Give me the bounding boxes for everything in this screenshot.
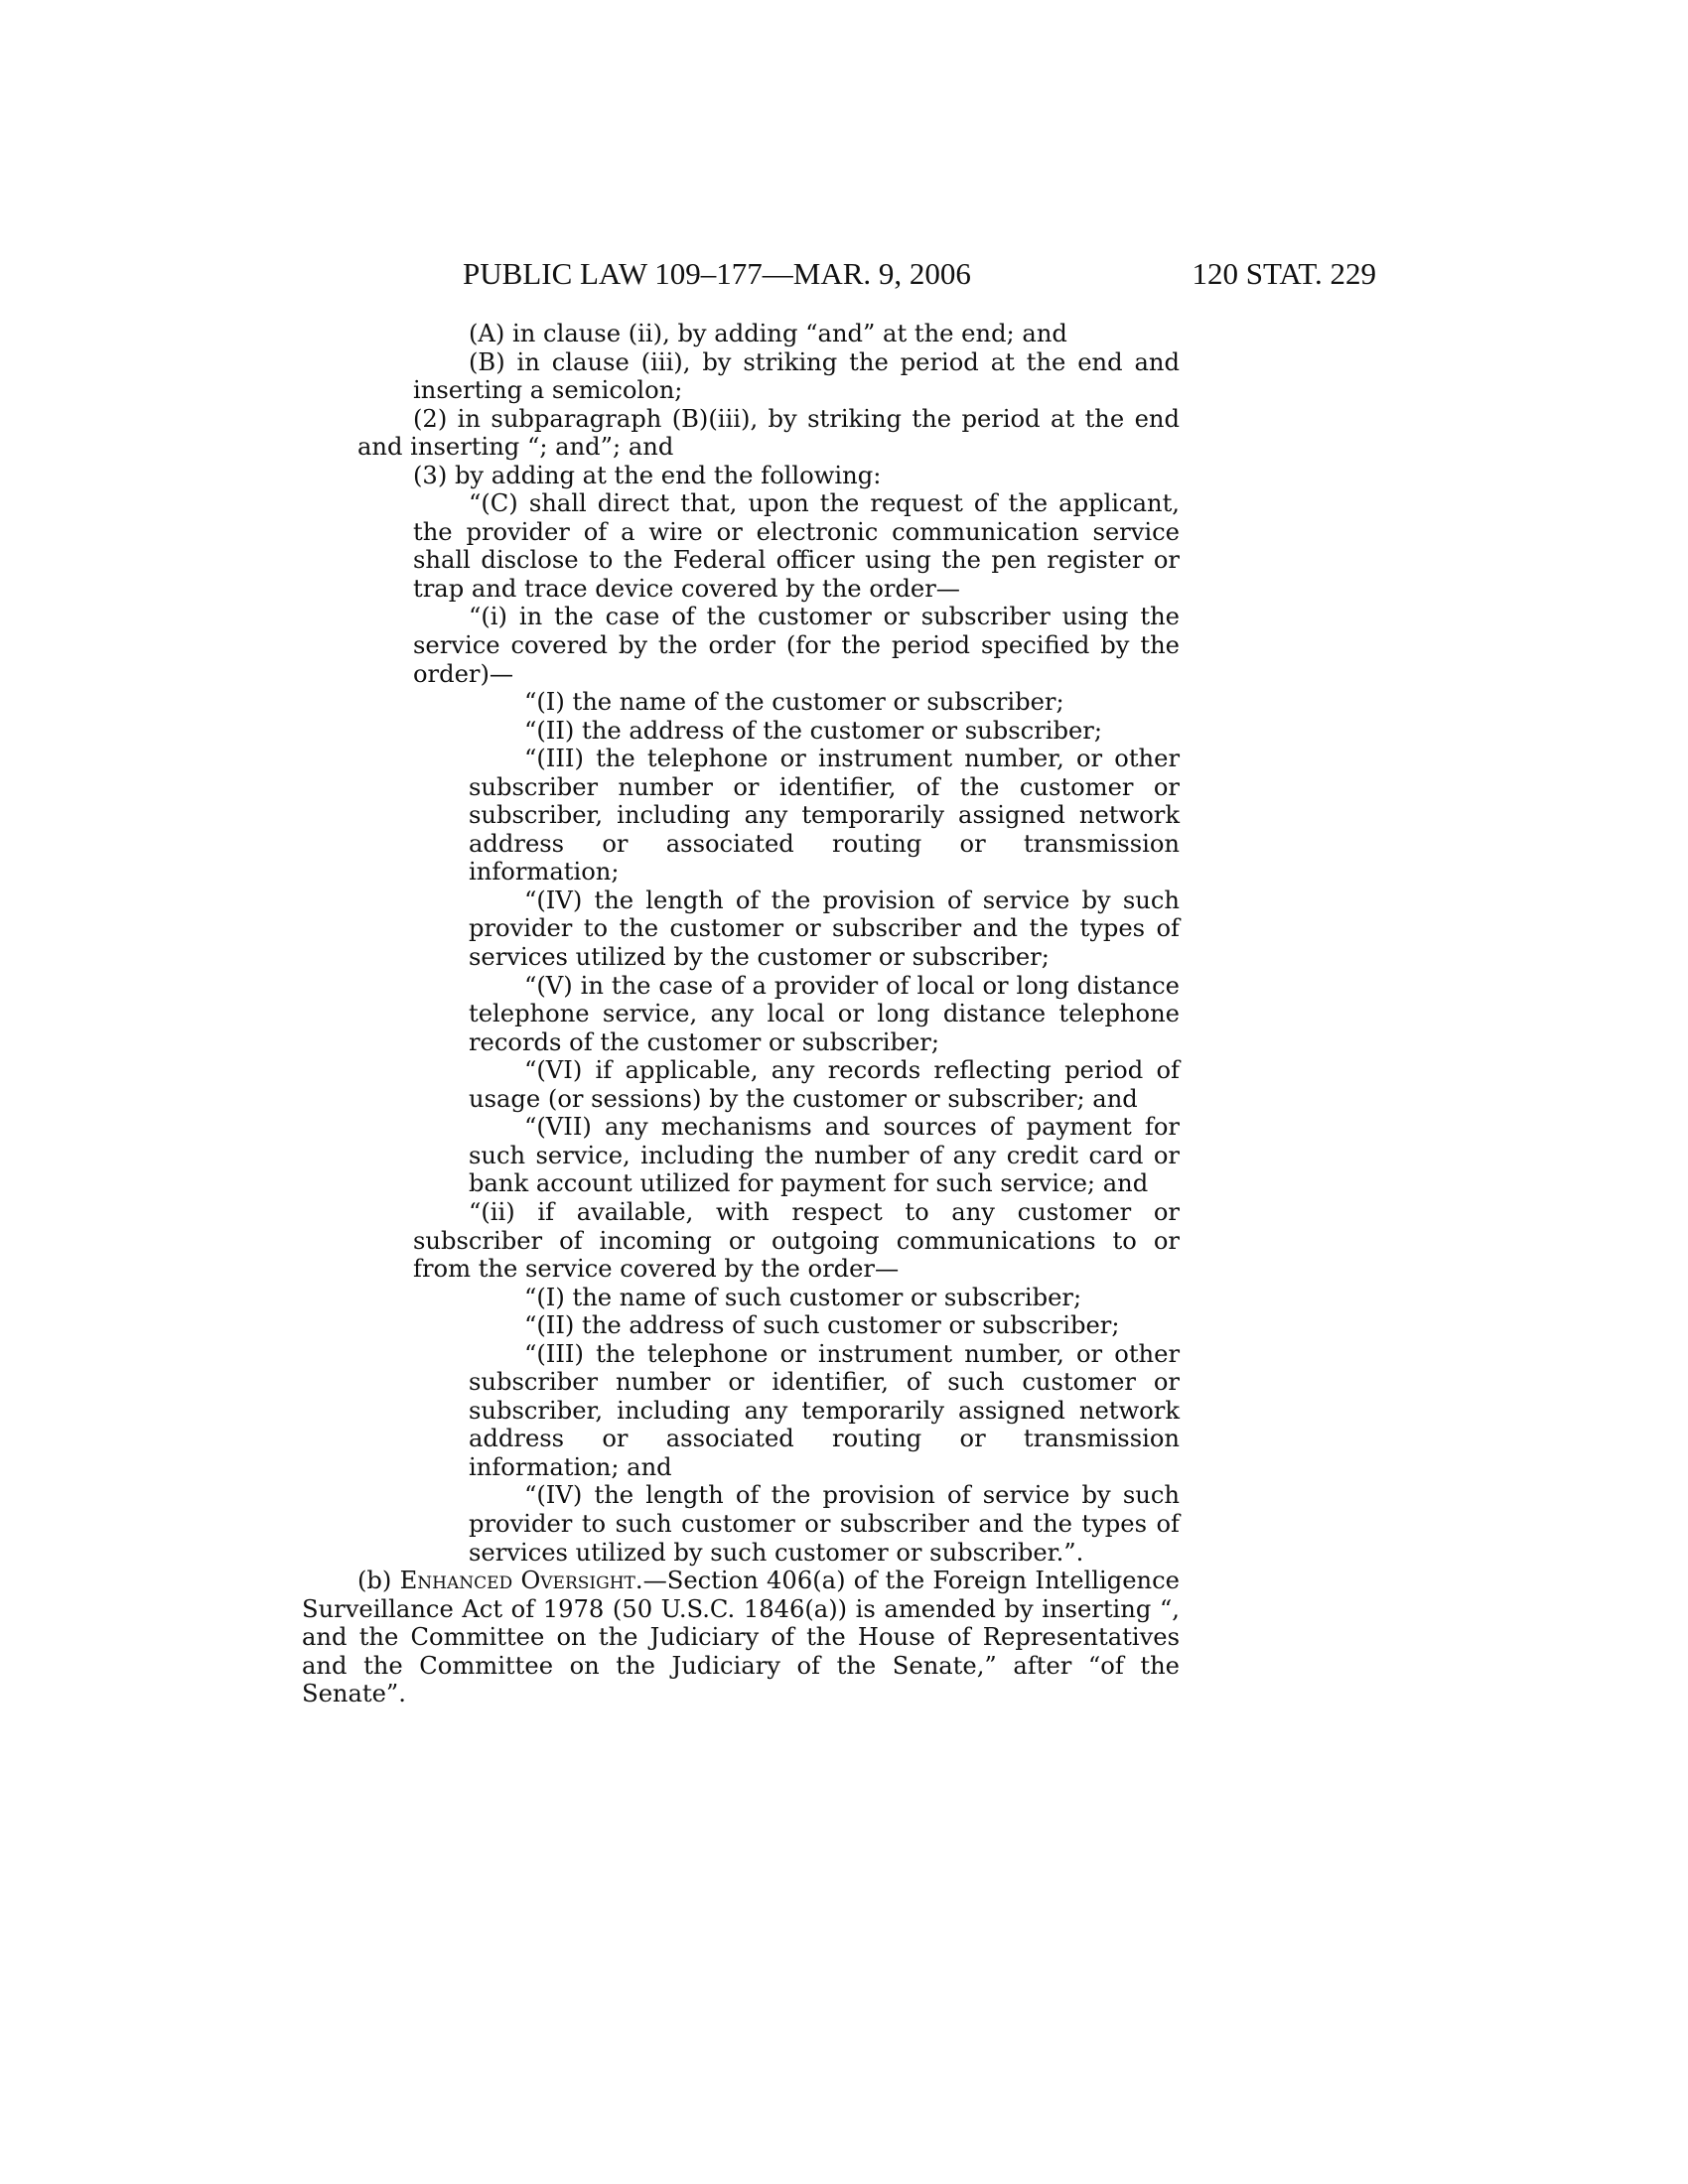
subclause-ii-2: “(II) the address of such customer or subscriber;	[524, 1311, 1120, 1340]
subclause-ii-1: “(I) the name of such customer or subscriber;	[524, 1283, 1082, 1311]
statute-body	[302, 320, 1180, 1708]
subsection-b-label: (b)	[357, 1567, 400, 1595]
statute-page-number: 120 STAT. 229	[1192, 256, 1376, 291]
subclause-i-4: “(IV) the length of the provision of service by such provider to the customer or subscriber and the types of services utilized by the customer or subscriber;	[469, 886, 1180, 972]
subclause-i-2: “(II) the address of the customer or subscriber;	[524, 716, 1102, 745]
clause-a: (A) in clause (ii), by adding “and” at the end; and	[469, 320, 1067, 347]
paragraph-3: (3) by adding at the end the following:	[413, 461, 882, 489]
subclause-i-7: “(VII) any mechanisms and sources of payment for such service, including the number of any credit card or bank account utilized for payment for such service; and	[469, 1113, 1180, 1198]
subsection-b-heading: Enhanced Oversight	[399, 1567, 635, 1595]
subclause-ii-4: “(IV) the length of the provision of service by such provider to such customer or subscriber and the types of services utilized by such customer or subscriber.”.	[469, 1481, 1180, 1567]
paragraph-2: (2) in subparagraph (B)(iii), by striking the period at the end and inserting “; and”; and	[357, 404, 1180, 462]
running-head	[463, 254, 1376, 294]
subsection-b-text: .—Section 406(a) of the Foreign Intelligence Surveillance Act of 1978 (50 U.S.C. 1846(a)) is amended by inserting “, and the Committee on the Judiciary of the House of Representatives and the Committee on the Judiciary of the Senate,” after “of the Senate”.	[302, 1567, 1180, 1708]
clause-i: “(i) in the case of the customer or subscriber using the service covered by the order (for the period specified by the order)—	[413, 603, 1180, 688]
clause-b: (B) in clause (iii), by striking the period at the end and inserting a semicolon;	[413, 347, 1180, 405]
subsection-b	[302, 1567, 1180, 1708]
subclause-i-1: “(I) the name of the customer or subscriber;	[524, 688, 1064, 717]
subclause-i-5: “(V) in the case of a provider of local or long distance telephone service, any local or long distance telephone records of the customer or subscriber;	[469, 971, 1180, 1056]
subclause-i-6: “(VI) if applicable, any records reflecting period of usage (or sessions) by the customer or subscriber; and	[469, 1056, 1180, 1113]
subparagraph-c: “(C) shall direct that, upon the request of the applicant, the provider of a wire or electronic communication service shall disclose to the Federal officer using the pen register or trap and trace device covered by the order—	[413, 489, 1180, 603]
public-law-citation: PUBLIC LAW 109–177—MAR. 9, 2006	[463, 256, 971, 291]
clause-ii: “(ii) if available, with respect to any customer or subscriber of incoming or outgoing communications to or from the service covered by the order—	[413, 1197, 1180, 1284]
subclause-ii-3: “(III) the telephone or instrument number, or other subscriber number or identifier, of such customer or subscriber, including any temporarily assigned network address or associated routing or transmission information; and	[469, 1339, 1180, 1481]
subclause-i-3: “(III) the telephone or instrument number, or other subscriber number or identifier, of the customer or subscriber, including any temporarily assigned network address or associated routing or transmission information;	[469, 745, 1180, 887]
